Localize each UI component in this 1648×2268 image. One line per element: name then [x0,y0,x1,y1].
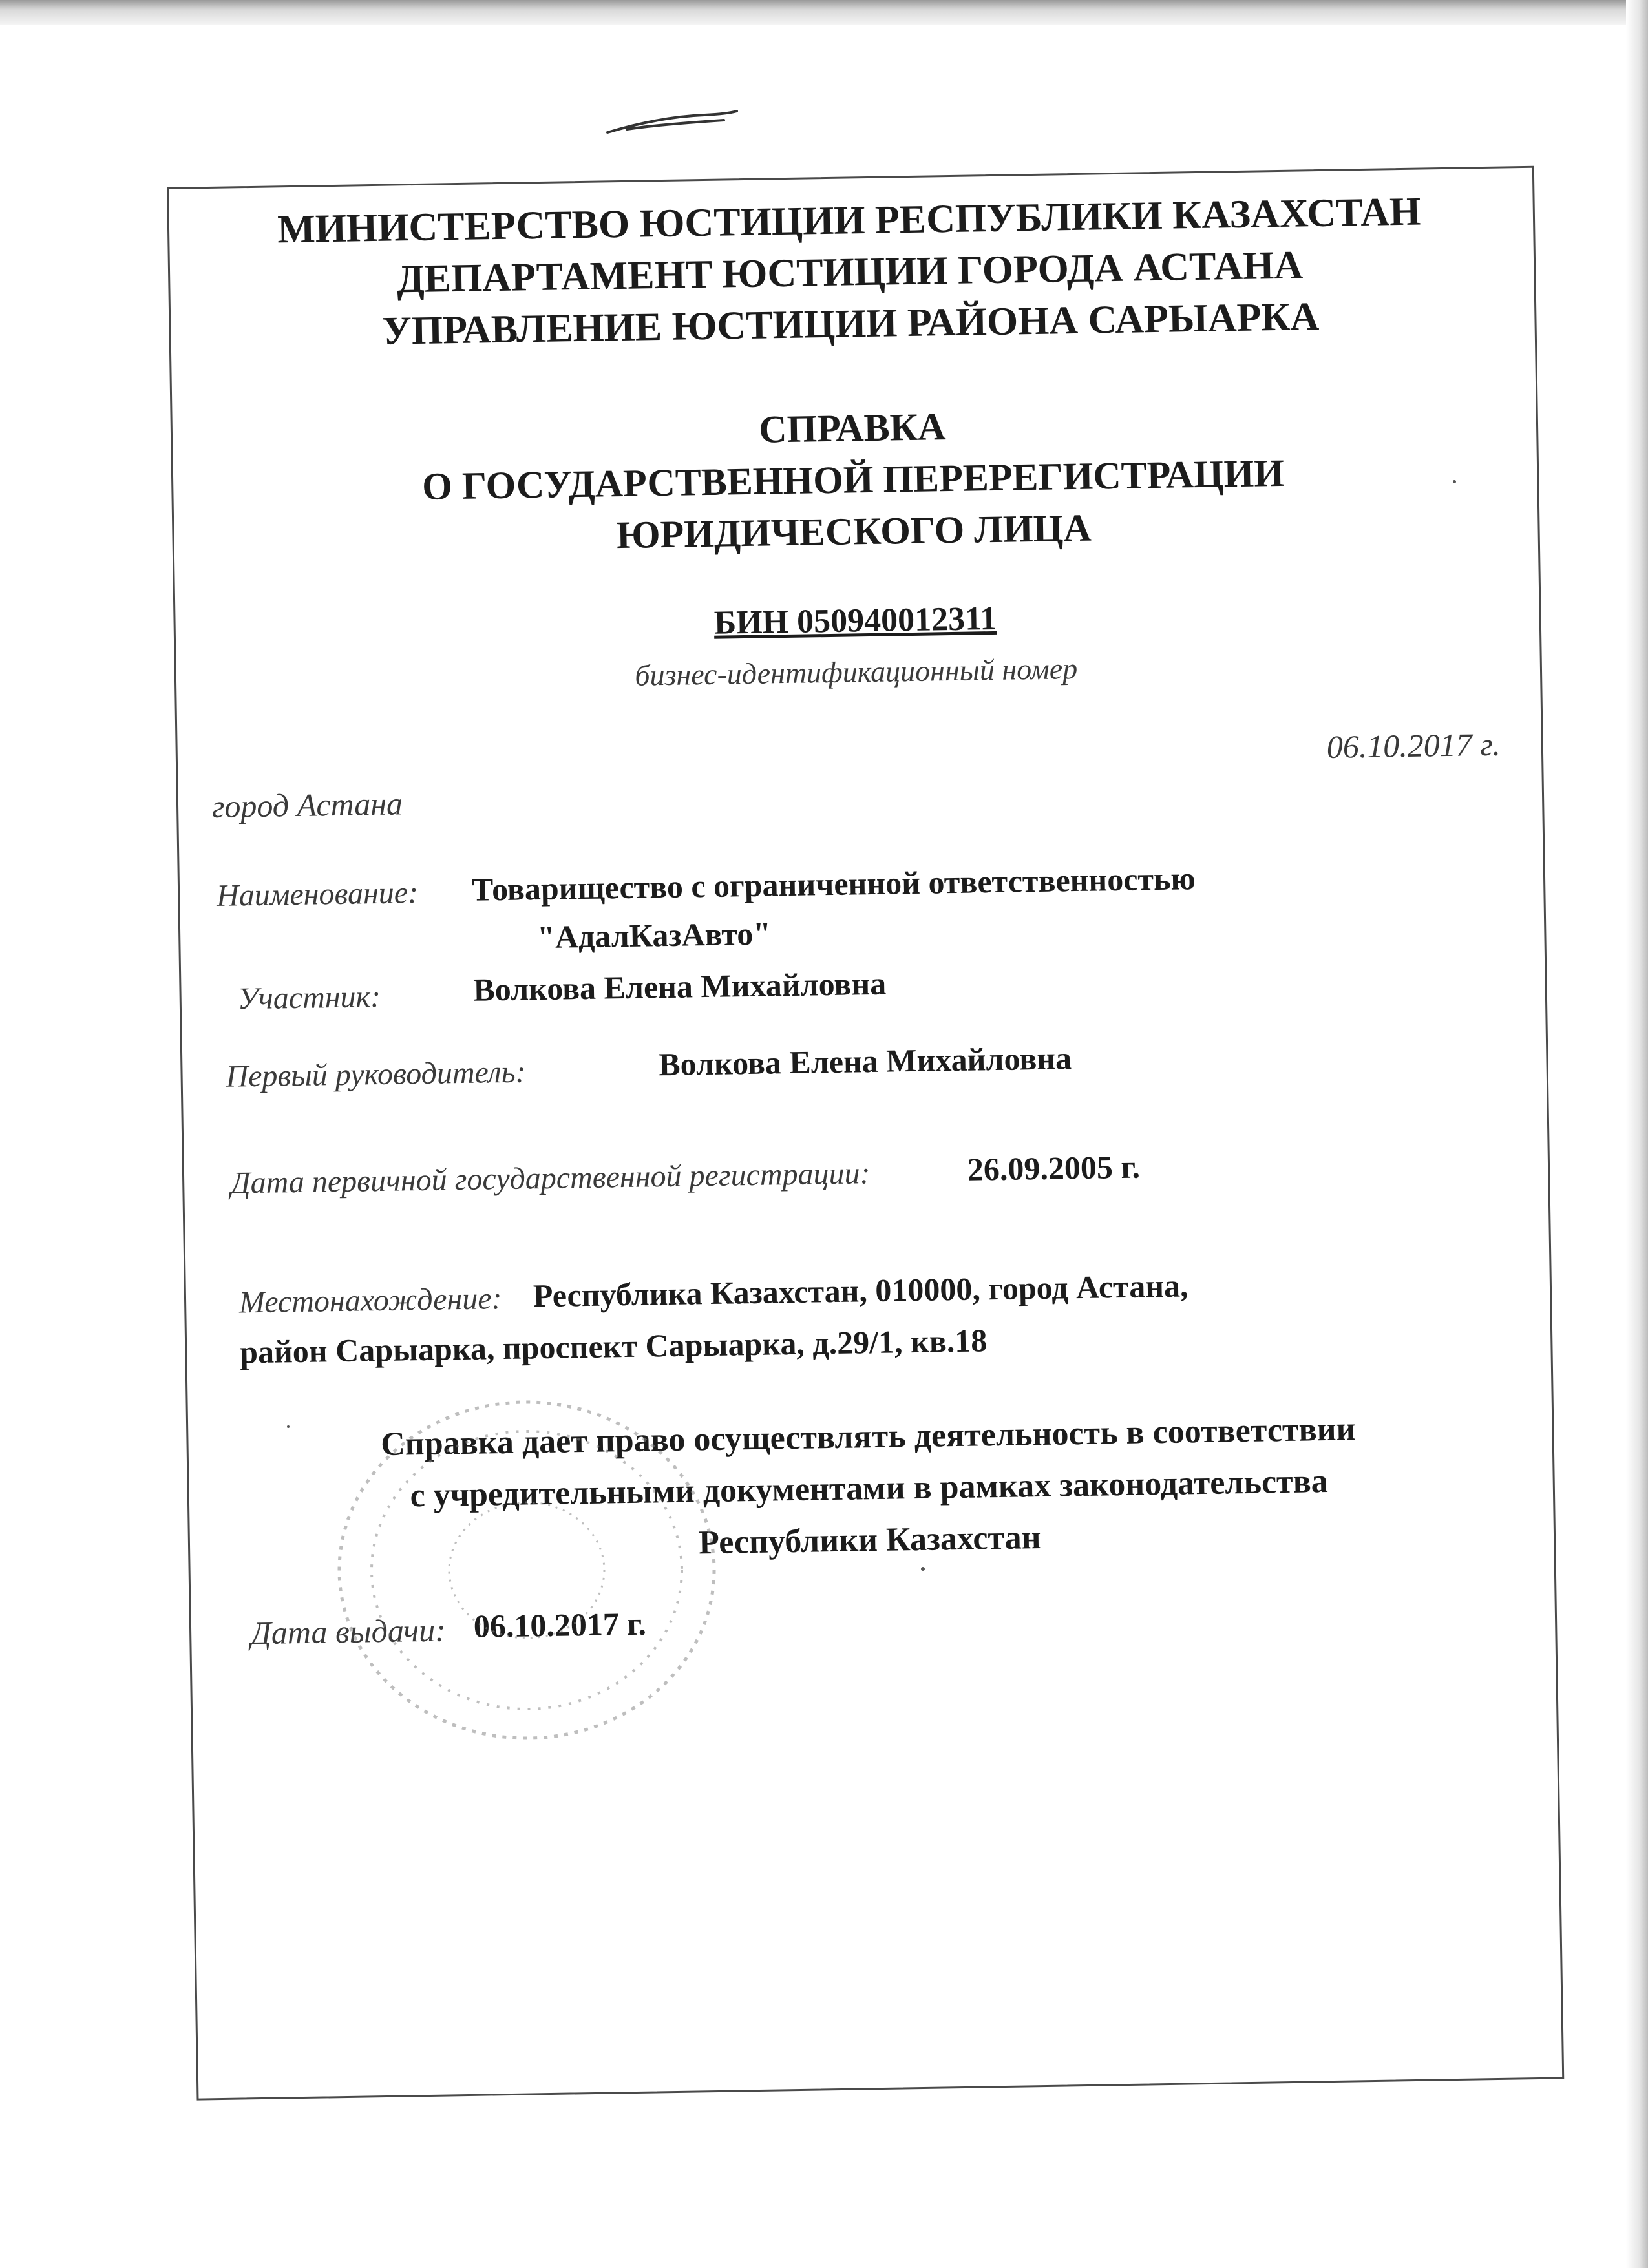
rights-note-line-3: Республики Казахстан [698,1519,1042,1562]
scan-speck [1453,480,1456,483]
bin-caption: бизнес-идентификационный номер [634,651,1078,692]
office-heading: УПРАВЛЕНИЕ ЮСТИЦИИ РАЙОНА САРЫАРКА [381,295,1320,353]
scan-speck [921,1567,925,1571]
ministry-heading: МИНИСТЕРСТВО ЮСТИЦИИ РЕСПУБЛИКИ КАЗАХСТАН [277,189,1421,252]
document-title-subject: О ГОСУДАРСТВЕННОЙ ПЕРЕРЕГИСТРАЦИИ [421,451,1285,508]
city: город Астана [211,785,403,825]
address-line-2: район Сарыарка, проспект Сарыарка, д.29/1, кв.18 [239,1322,988,1370]
scan-edge-right [1626,0,1648,2268]
pen-scribble-mark [601,103,743,142]
participant-label: Участник: [237,979,381,1016]
scan-speck [287,1425,290,1428]
document-title-entity: ЮРИДИЧЕСКОГО ЛИЦА [616,506,1092,557]
department-heading: ДЕПАРТАМЕНТ ЮСТИЦИИ ГОРОДА АСТАНА [396,243,1304,302]
director-name: Волкова Елена Михайловна [658,1040,1072,1083]
participant-name: Волкова Елена Михайловна [472,965,887,1008]
rights-note-line-1: Справка дает право осуществлять деятельность в соответствии [380,1411,1356,1464]
issue-date-label: Дата выдачи: [250,1612,447,1652]
company-type: Товарищество с ограниченной ответственностью [471,860,1196,908]
address-line-1: Республика Казахстан, 010000, город Астана, [533,1267,1188,1314]
certificate-body [167,173,1559,2068]
director-label: Первый руководитель: [226,1055,526,1094]
issue-date: 06.10.2017 г. [473,1605,647,1644]
company-name: "АдалКазАвто" [536,915,772,956]
location-label: Местонахождение: [238,1281,502,1320]
rights-note-line-2: с учредительными документами в рамках законодательства [410,1463,1329,1515]
registration-date-label: Дата первичной государственной регистрации: [230,1156,871,1201]
document-date: 06.10.2017 г. [1326,726,1501,765]
name-label: Наименование: [216,876,419,913]
document-title: СПРАВКА [758,405,946,451]
bin-number: БИН 050940012311 [713,600,997,642]
registration-date: 26.09.2005 г. [967,1148,1141,1188]
scan-edge-top [0,0,1648,25]
official-seal [326,1389,727,1751]
